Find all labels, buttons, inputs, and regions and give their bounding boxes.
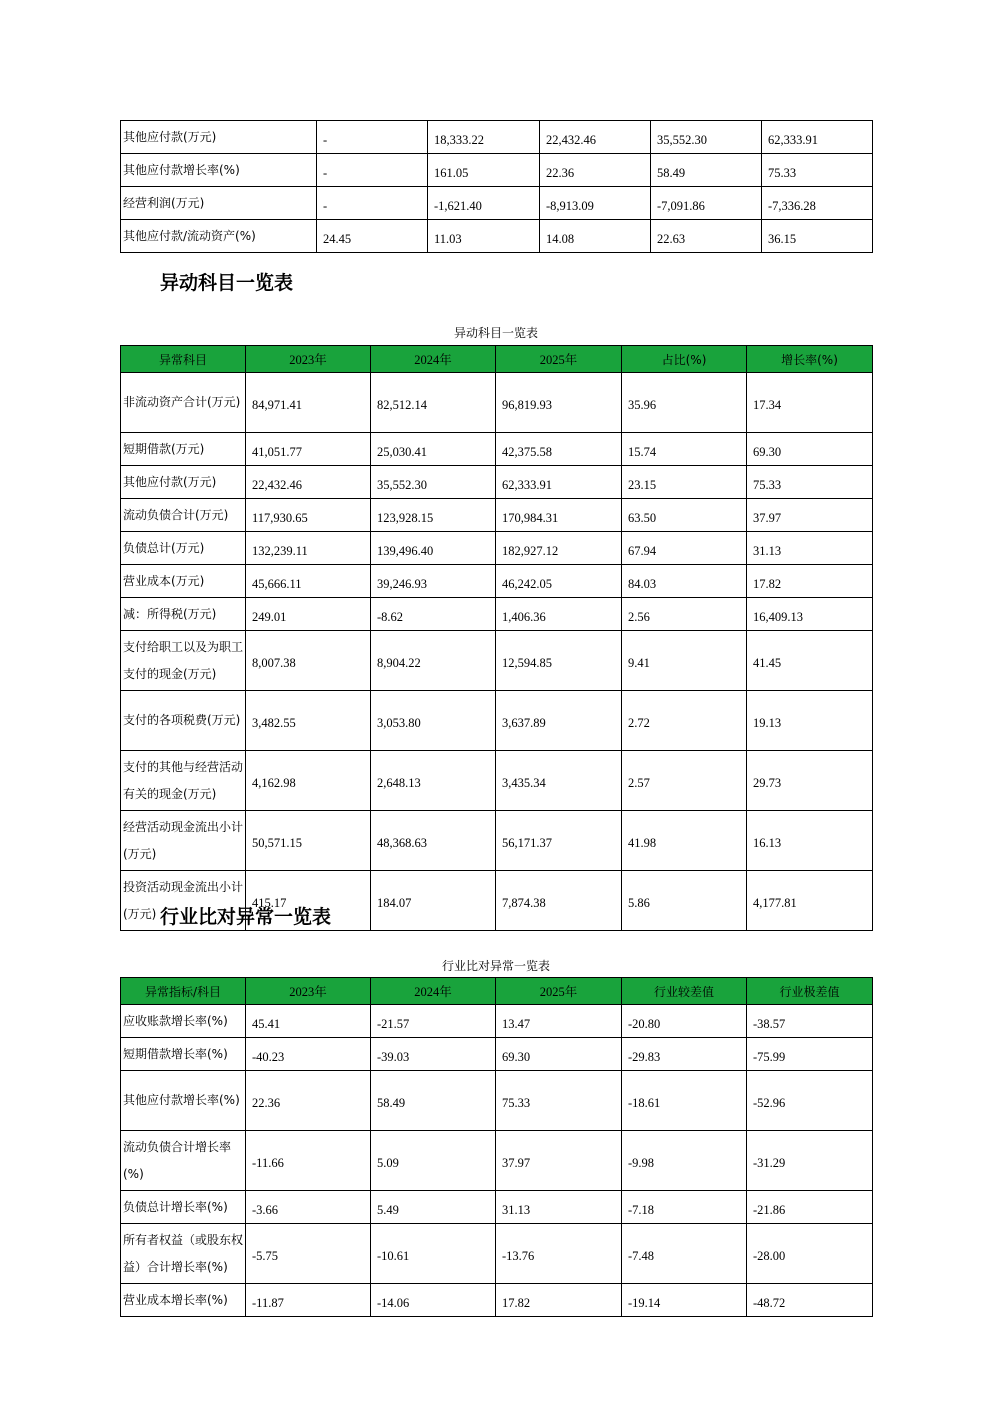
value-cell: 42,375.58	[496, 433, 622, 466]
table-row	[121, 1284, 873, 1317]
value-cell: -3.66	[246, 1191, 371, 1224]
value-cell: 5.86	[622, 871, 747, 931]
table-row	[121, 373, 873, 433]
value-cell: 58.49	[651, 154, 762, 187]
table-row	[121, 433, 873, 466]
value-cell: -31.29	[747, 1131, 873, 1191]
value-cell: 50,571.15	[246, 811, 371, 871]
value-cell: 184.07	[371, 871, 496, 931]
row-label: 负债总计(万元)	[121, 532, 246, 565]
header-cell: 异常科目	[121, 346, 246, 373]
value-cell: 31.13	[747, 532, 873, 565]
value-cell: 63.50	[622, 499, 747, 532]
value-cell: 161.05	[428, 154, 540, 187]
abnormal-items-table	[120, 345, 873, 931]
value-cell: 170,984.31	[496, 499, 622, 532]
value-cell: 8,904.22	[371, 631, 496, 691]
table-row	[121, 1191, 873, 1224]
value-cell: 22.36	[246, 1071, 371, 1131]
value-cell: -5.75	[246, 1224, 371, 1284]
value-cell: 2,648.13	[371, 751, 496, 811]
row-label: 短期借款增长率(%)	[121, 1038, 246, 1071]
value-cell: 17.82	[747, 565, 873, 598]
value-cell: 16.13	[747, 811, 873, 871]
value-cell: 56,171.37	[496, 811, 622, 871]
header-cell: 2023年	[246, 346, 371, 373]
value-cell: 62,333.91	[496, 466, 622, 499]
value-cell: -8.62	[371, 598, 496, 631]
value-cell: -9.98	[622, 1131, 747, 1191]
value-cell: 22.36	[540, 154, 651, 187]
row-label: 负债总计增长率(%)	[121, 1191, 246, 1224]
value-cell: -38.57	[747, 1005, 873, 1038]
value-cell: 132,239.11	[246, 532, 371, 565]
row-label: 营业成本增长率(%)	[121, 1284, 246, 1317]
value-cell: 67.94	[622, 532, 747, 565]
value-cell: 84.03	[622, 565, 747, 598]
value-cell: 84,971.41	[246, 373, 371, 433]
table-caption-industry-comparison: 行业比对异常一览表	[441, 959, 550, 973]
header-cell: 增长率(%)	[747, 346, 873, 373]
value-cell: -1,621.40	[428, 187, 540, 220]
value-cell: 75.33	[747, 466, 873, 499]
value-cell: -21.57	[371, 1005, 496, 1038]
value-cell: 24.45	[317, 220, 428, 253]
value-cell: 31.13	[496, 1191, 622, 1224]
value-cell: 182,927.12	[496, 532, 622, 565]
value-cell: -11.87	[246, 1284, 371, 1317]
header-cell: 2025年	[496, 978, 622, 1005]
value-cell: -20.80	[622, 1005, 747, 1038]
value-cell: 62,333.91	[762, 121, 873, 154]
value-cell: 249.01	[246, 598, 371, 631]
value-cell: -8,913.09	[540, 187, 651, 220]
row-label: 其他应付款(万元)	[121, 466, 246, 499]
header-cell: 2025年	[496, 346, 622, 373]
value-cell: 7,874.38	[496, 871, 622, 931]
value-cell: 18,333.22	[428, 121, 540, 154]
value-cell: 41.98	[622, 811, 747, 871]
row-label: 其他应付款增长率(%)	[121, 1071, 246, 1131]
value-cell: -48.72	[747, 1284, 873, 1317]
table-row	[121, 187, 873, 220]
header-cell: 2024年	[371, 346, 496, 373]
value-cell: -	[317, 121, 428, 154]
value-cell: 22,432.46	[246, 466, 371, 499]
value-cell: -	[317, 154, 428, 187]
table-row	[121, 1224, 873, 1284]
row-label: 支付的其他与经营活动有关的现金(万元)	[121, 751, 246, 811]
value-cell: 41,051.77	[246, 433, 371, 466]
table-row	[121, 1005, 873, 1038]
value-cell: 14.08	[540, 220, 651, 253]
value-cell: 1,406.36	[496, 598, 622, 631]
value-cell: 2.57	[622, 751, 747, 811]
value-cell: 96,819.93	[496, 373, 622, 433]
value-cell: 23.15	[622, 466, 747, 499]
value-cell: 3,053.80	[371, 691, 496, 751]
table-row	[121, 532, 873, 565]
value-cell: 69.30	[496, 1038, 622, 1071]
table-row	[121, 631, 873, 691]
value-cell: -28.00	[747, 1224, 873, 1284]
row-label: 非流动资产合计(万元)	[121, 373, 246, 433]
value-cell: 41.45	[747, 631, 873, 691]
value-cell: 13.47	[496, 1005, 622, 1038]
table-header-row	[121, 978, 873, 1005]
value-cell: 17.82	[496, 1284, 622, 1317]
value-cell: 35,552.30	[651, 121, 762, 154]
table-row	[121, 466, 873, 499]
value-cell: -19.14	[622, 1284, 747, 1317]
row-label: 其他应付款(万元)	[121, 121, 317, 154]
value-cell: 11.03	[428, 220, 540, 253]
value-cell: -18.61	[622, 1071, 747, 1131]
value-cell: -39.03	[371, 1038, 496, 1071]
value-cell: 36.15	[762, 220, 873, 253]
value-cell: 12,594.85	[496, 631, 622, 691]
row-label: 其他应付款/流动资产(%)	[121, 220, 317, 253]
table-row	[121, 691, 873, 751]
value-cell: -7.18	[622, 1191, 747, 1224]
header-cell: 异常指标/科目	[121, 978, 246, 1005]
value-cell: -75.99	[747, 1038, 873, 1071]
value-cell: 45,666.11	[246, 565, 371, 598]
value-cell: -	[317, 187, 428, 220]
value-cell: 9.41	[622, 631, 747, 691]
value-cell: 25,030.41	[371, 433, 496, 466]
row-label: 营业成本(万元)	[121, 565, 246, 598]
financial-continuation-table	[120, 120, 873, 253]
value-cell: -13.76	[496, 1224, 622, 1284]
row-label: 流动负债合计(万元)	[121, 499, 246, 532]
header-cell: 行业极差值	[747, 978, 873, 1005]
header-cell: 行业较差值	[622, 978, 747, 1005]
row-label: 短期借款(万元)	[121, 433, 246, 466]
value-cell: 35,552.30	[371, 466, 496, 499]
table-row	[121, 1038, 873, 1071]
value-cell: -10.61	[371, 1224, 496, 1284]
value-cell: 48,368.63	[371, 811, 496, 871]
value-cell: 117,930.65	[246, 499, 371, 532]
row-label: 流动负债合计增长率(%)	[121, 1131, 246, 1191]
value-cell: 4,177.81	[747, 871, 873, 931]
table-row	[121, 565, 873, 598]
value-cell: 123,928.15	[371, 499, 496, 532]
value-cell: 46,242.05	[496, 565, 622, 598]
header-cell: 2023年	[246, 978, 371, 1005]
row-label: 所有者权益（或股东权益）合计增长率(%)	[121, 1224, 246, 1284]
section-heading-industry-comparison: 行业比对异常一览表	[160, 906, 332, 928]
value-cell: -11.66	[246, 1131, 371, 1191]
table-row	[121, 499, 873, 532]
value-cell: 19.13	[747, 691, 873, 751]
row-label: 支付给职工以及为职工支付的现金(万元)	[121, 631, 246, 691]
value-cell: 17.34	[747, 373, 873, 433]
value-cell: 15.74	[622, 433, 747, 466]
value-cell: -7,091.86	[651, 187, 762, 220]
table-row	[121, 121, 873, 154]
value-cell: -14.06	[371, 1284, 496, 1317]
value-cell: 58.49	[371, 1071, 496, 1131]
row-label: 其他应付款增长率(%)	[121, 154, 317, 187]
value-cell: -40.23	[246, 1038, 371, 1071]
value-cell: 37.97	[747, 499, 873, 532]
value-cell: 22,432.46	[540, 121, 651, 154]
value-cell: 35.96	[622, 373, 747, 433]
table-row	[121, 751, 873, 811]
table-caption-abnormal-items: 异动科目一览表	[453, 326, 538, 340]
industry-comparison-table	[120, 977, 873, 1317]
value-cell: 3,435.34	[496, 751, 622, 811]
table-row	[121, 811, 873, 871]
header-cell: 占比(%)	[622, 346, 747, 373]
value-cell: 37.97	[496, 1131, 622, 1191]
value-cell: -21.86	[747, 1191, 873, 1224]
table-row	[121, 1131, 873, 1191]
row-label: 应收账款增长率(%)	[121, 1005, 246, 1038]
table-header-row	[121, 346, 873, 373]
table-row	[121, 1071, 873, 1131]
row-label: 减：所得税(万元)	[121, 598, 246, 631]
value-cell: 3,637.89	[496, 691, 622, 751]
value-cell: 75.33	[496, 1071, 622, 1131]
value-cell: -7.48	[622, 1224, 747, 1284]
value-cell: 139,496.40	[371, 532, 496, 565]
value-cell: 4,162.98	[246, 751, 371, 811]
value-cell: 5.09	[371, 1131, 496, 1191]
value-cell: -29.83	[622, 1038, 747, 1071]
header-cell: 2024年	[371, 978, 496, 1005]
row-label: 经营利润(万元)	[121, 187, 317, 220]
value-cell: -52.96	[747, 1071, 873, 1131]
row-label: 投资活动现金流出小计(万元)	[121, 871, 246, 931]
value-cell: -7,336.28	[762, 187, 873, 220]
section-heading-abnormal-items: 异动科目一览表	[160, 272, 294, 294]
value-cell: 22.63	[651, 220, 762, 253]
table-row	[121, 220, 873, 253]
table-row	[121, 598, 873, 631]
value-cell: 415.17	[246, 871, 371, 931]
table-row	[121, 154, 873, 187]
value-cell: 75.33	[762, 154, 873, 187]
value-cell: 39,246.93	[371, 565, 496, 598]
value-cell: 82,512.14	[371, 373, 496, 433]
value-cell: 8,007.38	[246, 631, 371, 691]
row-label: 经营活动现金流出小计(万元)	[121, 811, 246, 871]
row-label: 支付的各项税费(万元)	[121, 691, 246, 751]
value-cell: 5.49	[371, 1191, 496, 1224]
value-cell: 2.56	[622, 598, 747, 631]
value-cell: 16,409.13	[747, 598, 873, 631]
value-cell: 3,482.55	[246, 691, 371, 751]
value-cell: 45.41	[246, 1005, 371, 1038]
value-cell: 2.72	[622, 691, 747, 751]
value-cell: 69.30	[747, 433, 873, 466]
value-cell: 29.73	[747, 751, 873, 811]
